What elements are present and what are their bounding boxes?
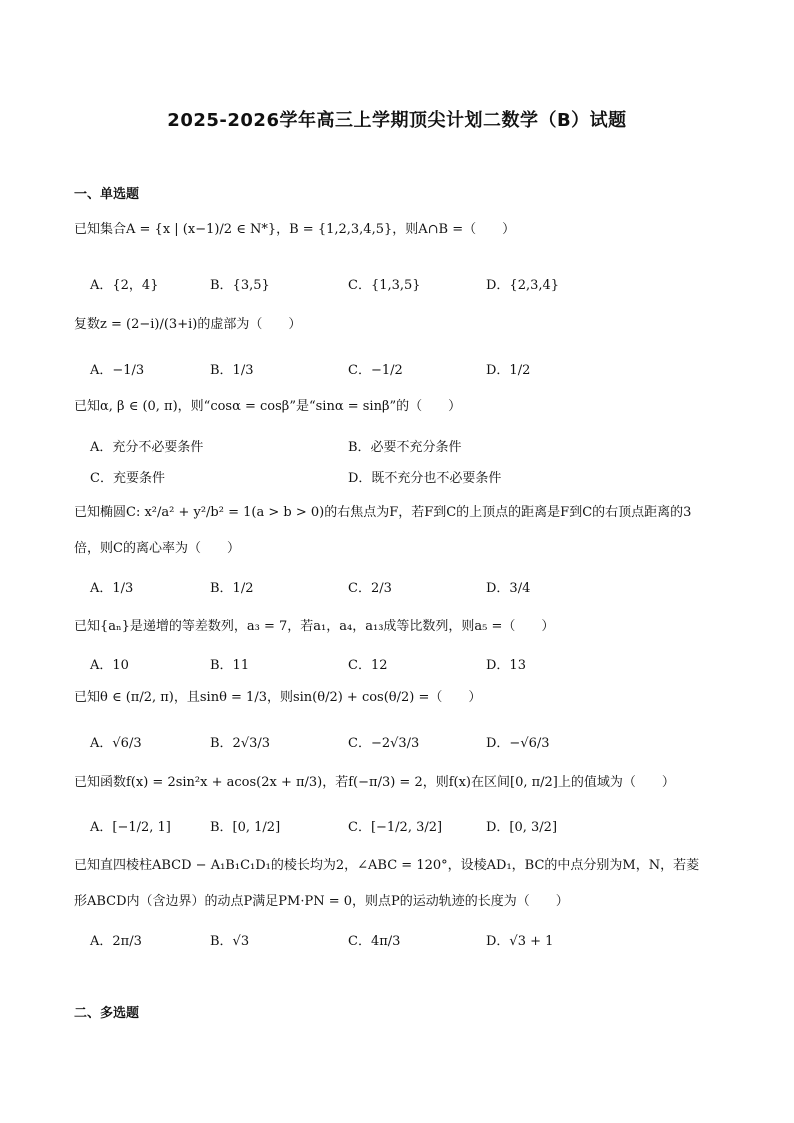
- option-d: D．−√6/3: [486, 735, 550, 751]
- question-6: [74, 688, 734, 708]
- option-d: D．{2,3,4}: [486, 277, 560, 293]
- option-b: B．√3: [210, 933, 250, 949]
- option-a: A．充分不必要条件: [90, 439, 204, 455]
- question-3: [74, 397, 734, 417]
- question-7-options: [90, 813, 730, 837]
- question-2: [74, 315, 734, 335]
- question-1: [74, 220, 734, 240]
- option-c: C．充要条件: [90, 470, 165, 486]
- option-d: D．既不充分也不必要条件: [348, 470, 502, 486]
- option-c: C．2/3: [348, 580, 392, 596]
- option-d: D．√3 + 1: [486, 933, 554, 949]
- option-c: C．−1/2: [348, 362, 403, 378]
- question-5-text: 已知{aₙ}是递增的等差数列，a₃ = 7，若a₁，a₄，a₁₃成等比数列，则a₅ =（ ）: [74, 619, 555, 634]
- option-b: B．2√3/3: [210, 735, 271, 751]
- option-a: A．√6/3: [90, 735, 142, 751]
- option-c: C．{1,3,5}: [348, 277, 421, 293]
- option-a: A．−1/3: [90, 362, 145, 378]
- option-b: B．{3,5}: [210, 277, 270, 293]
- option-b: B．必要不充分条件: [348, 439, 462, 455]
- option-b: B．1/2: [210, 580, 254, 596]
- question-4-cont: [74, 539, 734, 559]
- question-3-options-row1: [90, 433, 730, 457]
- option-b: B．11: [210, 657, 250, 673]
- option-a: A．[−1/2, 1]: [90, 819, 171, 835]
- question-4-text-cont: 倍，则C的离心率为（ ）: [74, 541, 240, 556]
- option-c: C．−2√3/3: [348, 735, 420, 751]
- option-a: A．{2，4}: [90, 277, 159, 293]
- question-8-text: 已知直四棱柱ABCD − A₁B₁C₁D₁的棱长均为2，∠ABC = 120°，设棱AD₁，BC的中点分别为M，N，若菱: [74, 858, 700, 873]
- question-8-options: [90, 927, 730, 951]
- option-b: B．[0, 1/2]: [210, 819, 281, 835]
- option-a: A．2π/3: [90, 933, 142, 949]
- page-title: 2025-2026学年高三上学期顶尖计划二数学（B）试题: [167, 110, 627, 131]
- option-d: D．3/4: [486, 580, 531, 596]
- question-6-options: [90, 729, 730, 753]
- option-a: A．1/3: [90, 580, 134, 596]
- question-5-options: [90, 651, 730, 675]
- question-2-text: 复数z = (2−i)/(3+i)的虚部为（ ）: [74, 317, 302, 332]
- option-d: D．[0, 3/2]: [486, 819, 558, 835]
- question-7: [74, 773, 734, 793]
- option-c: C．4π/3: [348, 933, 401, 949]
- question-8-text-cont: 形ABCD内（含边界）的动点P满足PM·PN = 0，则点P的运动轨迹的长度为（ ）: [74, 894, 569, 909]
- section-heading-single: 一、单选题: [74, 187, 140, 202]
- question-1-options: [90, 271, 730, 295]
- question-8: [74, 856, 734, 876]
- question-4: [74, 503, 734, 523]
- option-a: A．10: [90, 657, 129, 673]
- question-2-options: [90, 356, 730, 380]
- question-3-text: 已知α, β ∈ (0, π)，则“cosα = cosβ”是“sinα = sinβ”的（ ）: [74, 399, 462, 414]
- question-7-text: 已知函数f(x) = 2sin²x + acos(2x + π/3)，若f(−π/3) = 2，则f(x)在区间[0, π/2]上的值域为（ ）: [74, 775, 675, 790]
- option-d: D．1/2: [486, 362, 531, 378]
- option-b: B．1/3: [210, 362, 254, 378]
- section-heading-multi: 二、多选题: [74, 1006, 140, 1021]
- question-1-text: 已知集合A = {x | (x−1)/2 ∈ N*}，B = {1,2,3,4,5}，则A∩B =（ ）: [74, 222, 516, 237]
- question-5: [74, 617, 734, 637]
- option-d: D．13: [486, 657, 526, 673]
- option-c: C．12: [348, 657, 388, 673]
- question-6-text: 已知θ ∈ (π/2, π)，且sinθ = 1/3，则sin(θ/2) + cos(θ/2) =（ ）: [74, 690, 482, 705]
- question-3-options-row2: [90, 464, 730, 488]
- option-c: C．[−1/2, 3/2]: [348, 819, 443, 835]
- question-4-options: [90, 574, 730, 598]
- question-8-cont: [74, 892, 734, 912]
- question-4-text: 已知椭圆C: x²/a² + y²/b² = 1(a > b > 0)的右焦点为F，若F到C的上顶点的距离是F到C的右顶点距离的3: [74, 505, 692, 520]
